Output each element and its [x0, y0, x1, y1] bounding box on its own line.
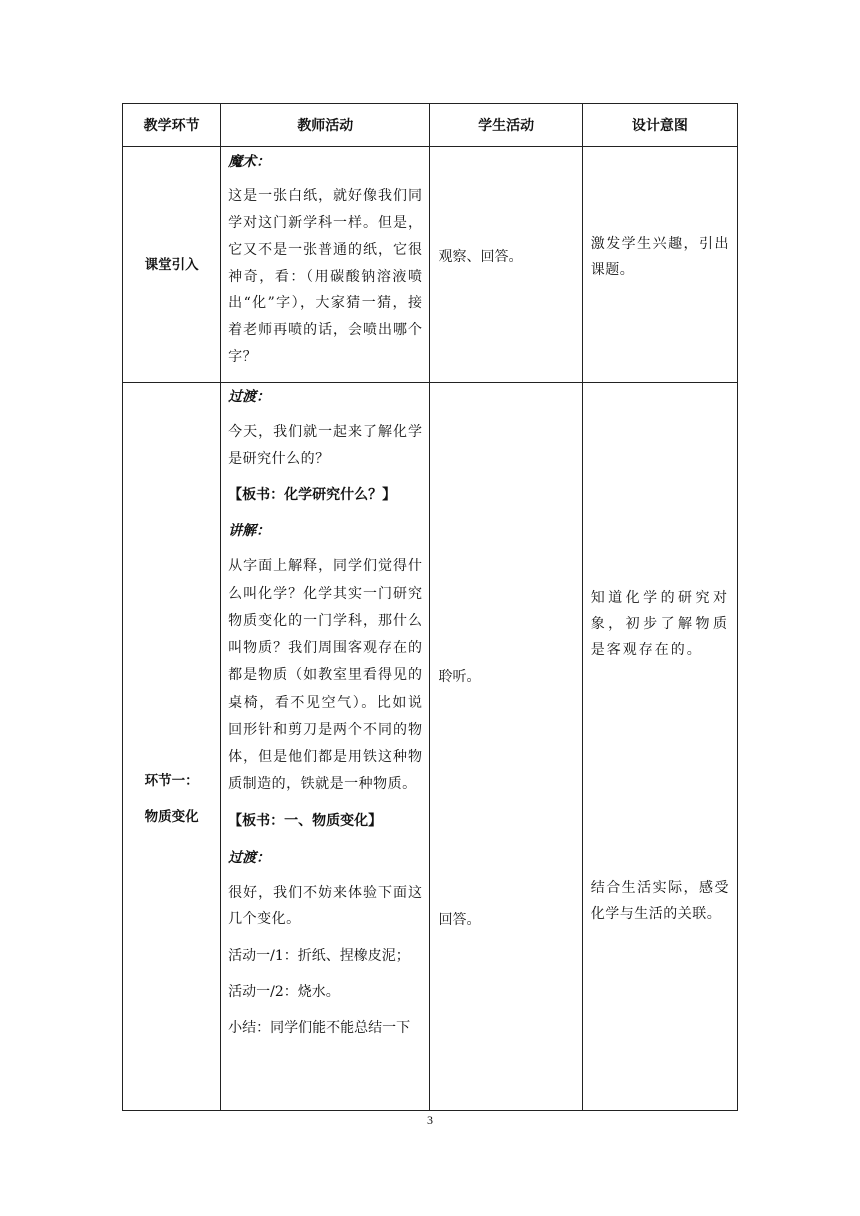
- student-activity-cell: [430, 383, 582, 1111]
- paragraph: 很好，我们不妨来体验下面这几个变化。: [228, 884, 423, 928]
- board-note: 【板书：化学研究什么？】: [228, 486, 397, 503]
- design-intent-cell: [582, 383, 737, 1111]
- header-stage: 教学环节: [123, 104, 221, 147]
- stage-cell: [123, 383, 221, 1111]
- stage-label: 环节一：: [144, 772, 199, 789]
- header-teacher-activity: 教师活动: [221, 104, 430, 147]
- stage-label: 物质变化: [144, 808, 199, 825]
- teacher-activity-cell: [221, 383, 430, 1111]
- section-label: 过渡：: [228, 849, 271, 866]
- teacher-activity-cell: [221, 147, 430, 383]
- student-text: 观察、回答。: [438, 249, 523, 265]
- intent-text: 知道化学的研究对象，初步了解物质是客观存在的。: [590, 590, 729, 658]
- section-label: 魔术：: [228, 154, 271, 170]
- header-design-intent: 设计意图: [582, 104, 737, 147]
- header-student-activity: 学生活动: [430, 104, 582, 147]
- table-row: [123, 147, 738, 383]
- table-header-row: [123, 104, 738, 147]
- intent-text: 激发学生兴趣，引出课题。: [590, 236, 729, 278]
- table-row: [123, 383, 738, 1111]
- stage-cell: [123, 147, 221, 383]
- paragraph: 小结：同学们能不能总结一下: [228, 1020, 411, 1037]
- paragraph: 从字面上解释，同学们觉得什么叫化学？化学其实一门研究物质变化的一门学科，那什么叫物质？我们周围客观存在的都是物质（如教室里看得见的桌椅，看不见空气）。比如说回形针和剪刀是两个不同的物体，但是他们都是用铁这种物质制造的，铁就是一种物质。: [228, 558, 423, 793]
- student-text: 聆听。: [438, 669, 481, 685]
- paragraph: 今天，我们就一起来了解化学是研究什么的？: [228, 424, 423, 467]
- stage-label: 课堂引入: [144, 256, 199, 273]
- paragraph: 这是一张白纸，就好像我们同学对这门新学科一样。但是，它又不是一张普通的纸，它很神奇，看：（用碳酸钠溶液喷出“化”字），大家猜一猜，接着老师再喷的话，会喷出哪个字？: [228, 188, 423, 366]
- student-text: 回答。: [438, 912, 481, 928]
- lesson-plan-table: [122, 103, 738, 1111]
- paragraph: 活动一/2：烧水。: [228, 983, 340, 1000]
- page-number: 3: [427, 1113, 433, 1127]
- section-label: 讲解：: [228, 523, 271, 540]
- intent-text: 结合生活实际，感受化学与生活的关联。: [590, 880, 729, 922]
- student-activity-cell: [430, 147, 582, 383]
- board-note: 【板书：一、物质变化】: [228, 813, 383, 830]
- section-label: 过渡：: [228, 389, 271, 405]
- paragraph: 活动一/1：折纸、捏橡皮泥；: [228, 947, 410, 964]
- design-intent-cell: [582, 147, 737, 383]
